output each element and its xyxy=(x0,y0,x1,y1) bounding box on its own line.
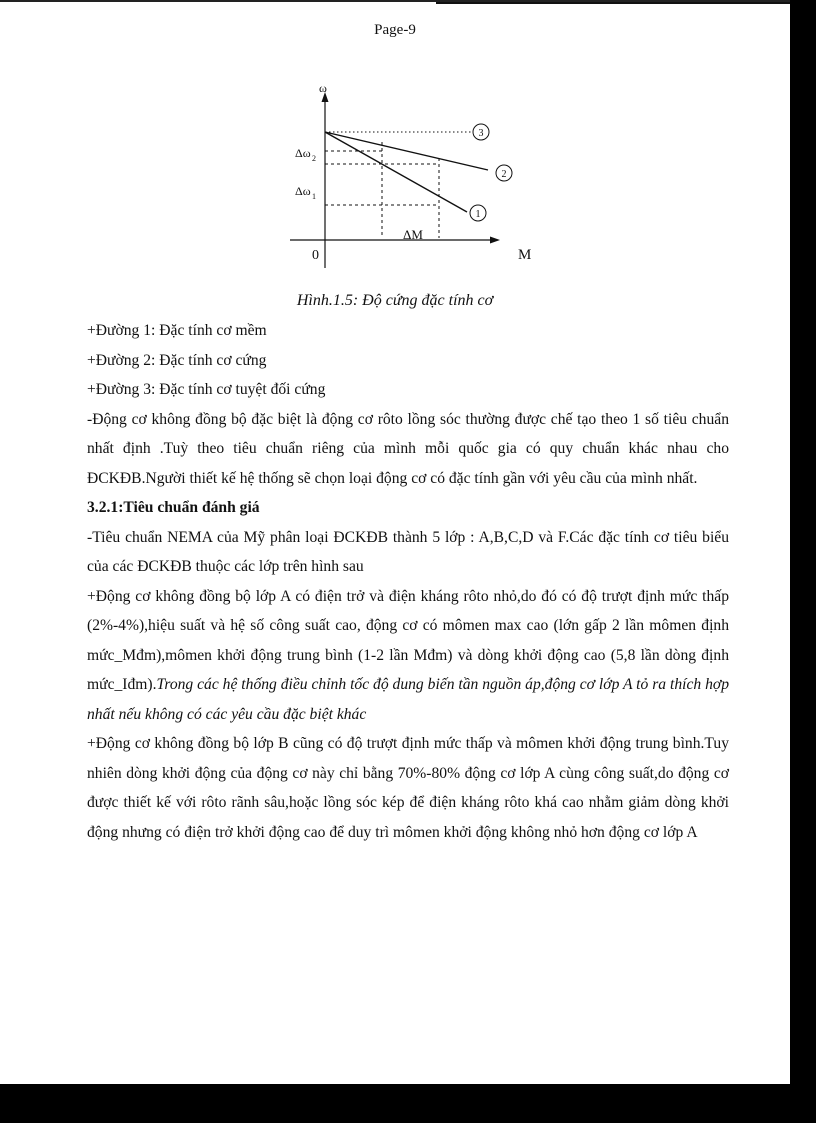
class-a-italic-text: Trong các hệ thống điều chỉnh tốc độ dung biến tần nguồn áp,động cơ lớp A tỏ ra thích hợp nhất nếu không có các yêu cầu đặc biệt khác xyxy=(87,676,729,723)
dw2-label: Δω xyxy=(295,146,311,160)
nema-paragraph: -Tiêu chuẩn NEMA của Mỹ phân loại ĐCKĐB thành 5 lớp : A,B,C,D và F.Các đặc tính cơ tiêu biểu của các ĐCKĐB thuộc các lớp trên hình sau xyxy=(87,528,729,575)
curve-1-description: +Đường 1: Đặc tính cơ mềm xyxy=(87,322,267,339)
dw1-subscript: 1 xyxy=(312,192,316,201)
class-b-paragraph: +Động cơ không đồng bộ lớp B cũng có độ trượt định mức thấp và mômen khởi động trung bình.Tuy nhiên dòng khởi động của động cơ này chỉ bằng 70%-80% động cơ lớp A cùng công suất,do động cơ được thiết kế với rôto rãnh sâu,hoặc lồng sóc kép để điện kháng rôto khá cao nhằm giảm dòng khởi động nhưng có điện trở khởi động cao để duy trì mômen khởi động không nhỏ hơn động cơ lớp A xyxy=(87,735,729,841)
top-border-line xyxy=(436,2,790,4)
x-axis-arrow xyxy=(490,237,500,244)
m-axis-label: M xyxy=(518,247,532,263)
curve-1-label: 1 xyxy=(475,209,481,220)
intro-paragraph: -Động cơ không đồng bộ đặc biệt là động cơ rôto lồng sóc thường được chế tạo theo 1 số tiêu chuẩn nhất định .Tuỳ theo tiêu chuẩn riêng của mình mỗi quốc gia có quy chuẩn khác nhau cho ĐCKĐB.Người thiết kế hệ thống sẽ chọn loại động cơ có đặc tính gần với yêu cầu của mình nhất. xyxy=(87,410,729,487)
class-a-text: +Động cơ không đồng bộ lớp A có điện trở và điện kháng rôto nhỏ,do đó có độ trượt định mức thấp (2%-4%),hiệu suất và hệ số công suất cao, động cơ có mômen max cao (lớn gấp 2 lần mômen định mức_Mđm),mômen khởi động trung bình (1-2 lần Mđm) và dòng khởi động cao (5,8 lần dòng định mức_Iđm). xyxy=(87,587,729,693)
curve-2-description: +Đường 2: Đặc tính cơ cứng xyxy=(87,351,267,369)
curve-2-label: 2 xyxy=(501,169,507,180)
dw2-subscript: 2 xyxy=(312,154,316,163)
dm-label: ΔM xyxy=(403,227,423,242)
stiffness-figure xyxy=(282,80,542,280)
dw1-label: Δω xyxy=(295,184,311,198)
page-number: Page-9 xyxy=(374,22,416,38)
origin-label: 0 xyxy=(312,248,319,263)
class-a-paragraph xyxy=(87,582,729,730)
curve-3-description: +Đường 3: Đặc tính cơ tuyệt đối cứng xyxy=(87,381,326,398)
body-text xyxy=(87,316,729,847)
section-heading: 3.2.1:Tiêu chuẩn đánh giá xyxy=(87,499,260,516)
omega-axis-label: ω xyxy=(319,81,327,95)
curve-1-line xyxy=(325,132,467,212)
stiffness-diagram xyxy=(282,80,542,280)
figure-caption: Hình.1.5: Độ cứng đặc tính cơ xyxy=(296,292,494,309)
curve-3-label: 3 xyxy=(478,128,484,139)
